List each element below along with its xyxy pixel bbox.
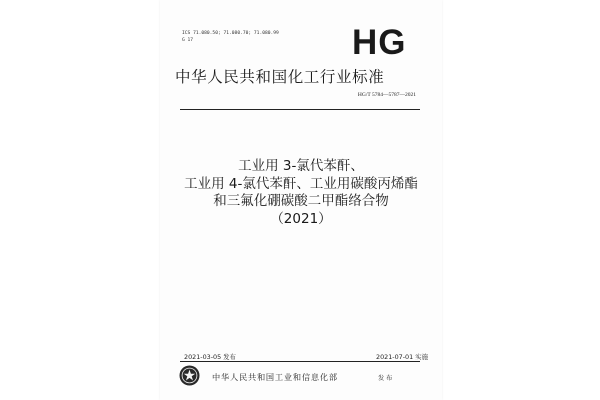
ccs-line: G 17 — [182, 38, 194, 43]
title-line-2: 工业用 4-氯代苯酐、工业用碳酸丙烯酯 — [184, 175, 418, 192]
implement-date: 2021-07-01 实施 — [376, 353, 428, 361]
top-divider — [180, 109, 420, 110]
industry-standard-heading: 中华人民共和国化工行业标准 — [175, 68, 385, 86]
standard-title — [160, 158, 442, 228]
ics-line: ICS 71.080.50; 71.080.70; 71.080.99 — [182, 31, 279, 36]
bottom-divider — [180, 361, 420, 362]
issue-date: 2021-03-05 发布 — [184, 353, 236, 361]
issuing-authority: 中华人民共和国工业和信息化部 — [212, 372, 338, 382]
standard-number: HG/T 5784—5787—2021 — [357, 92, 416, 98]
ministry-emblem-icon — [179, 365, 200, 386]
hg-mark: HG — [352, 23, 407, 62]
ics-code — [182, 30, 279, 44]
title-line-4: （2021） — [270, 210, 332, 227]
title-line-3: 和三氟化硼碳酸二甲酯络合物 — [213, 193, 389, 209]
issuer-suffix: 发 布 — [378, 375, 393, 382]
title-line-1: 工业用 3-氯代苯酐、 — [238, 158, 364, 174]
